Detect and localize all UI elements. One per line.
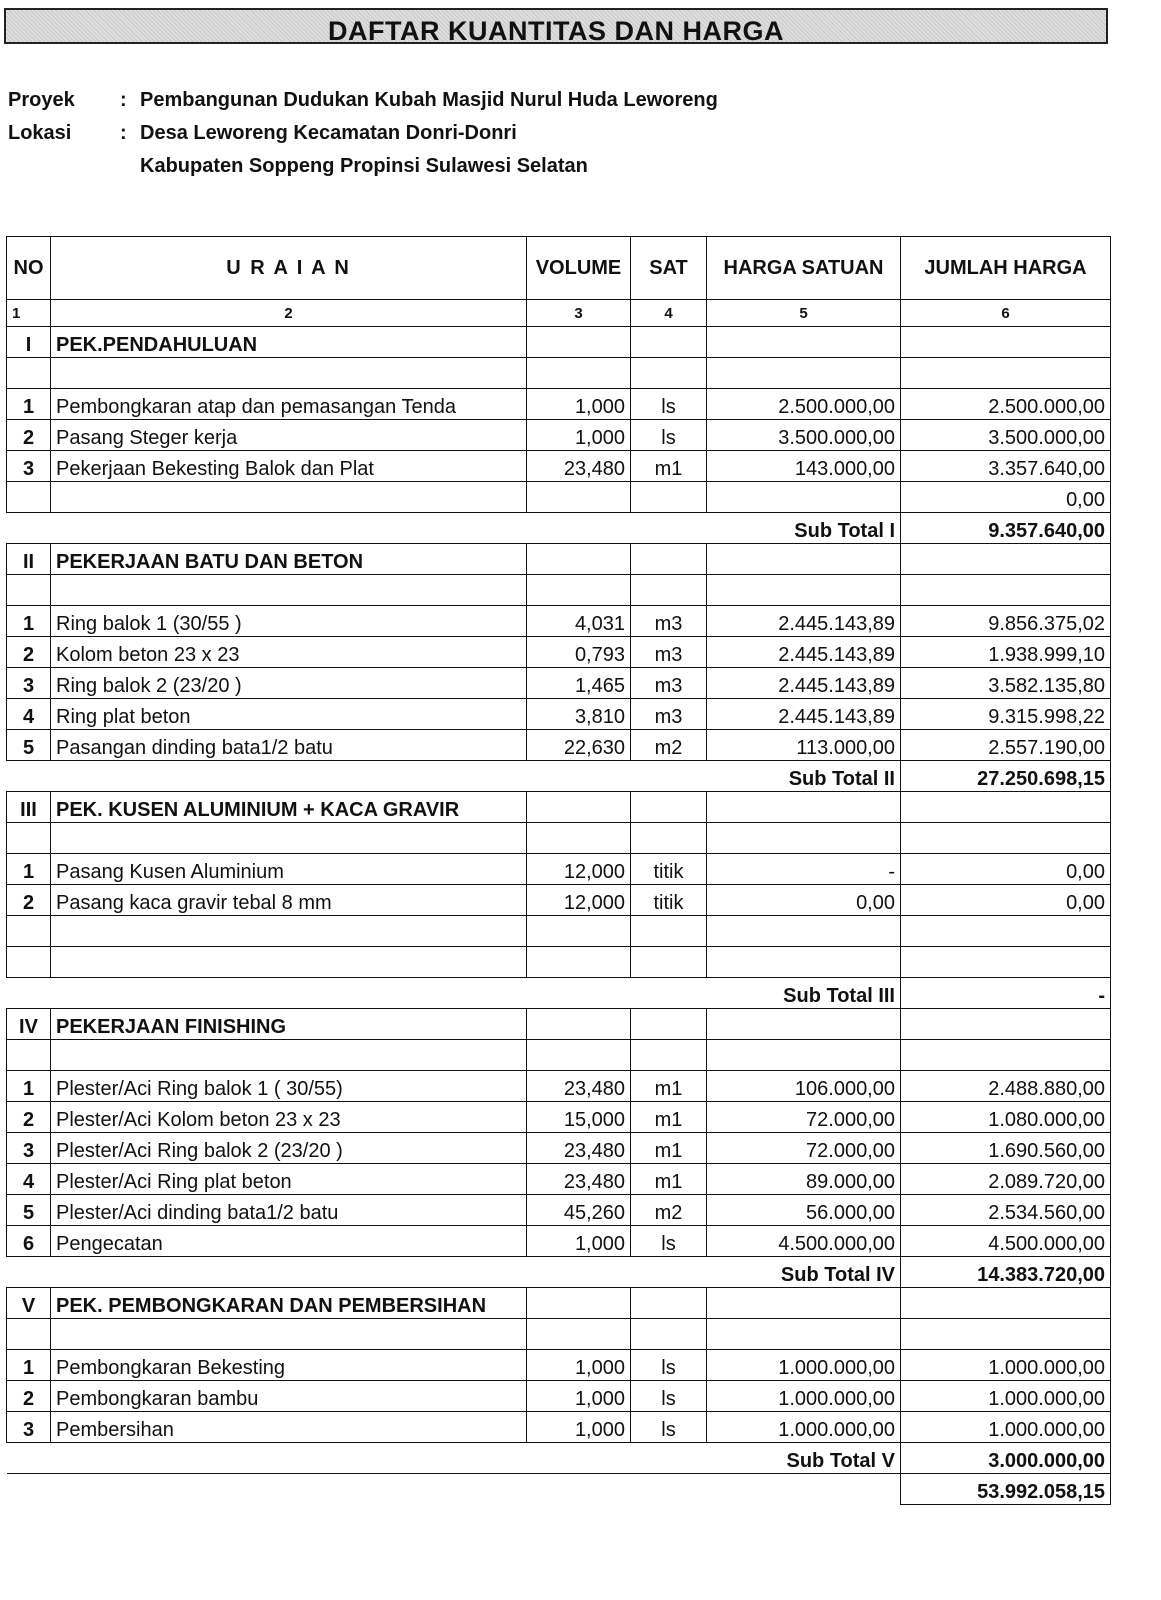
item-total: 1.690.560,00 — [901, 1133, 1111, 1164]
section-header-row — [7, 1009, 1111, 1040]
item-description: Pasang Kusen Aluminium — [51, 854, 527, 885]
item-volume — [527, 947, 631, 978]
item-number: 4 — [7, 1164, 51, 1195]
section-number: I — [7, 327, 51, 358]
subtotal-label: Sub Total II — [7, 761, 901, 792]
item-total: 1.000.000,00 — [901, 1381, 1111, 1412]
item-number: 1 — [7, 1071, 51, 1102]
item-unit-price: 106.000,00 — [707, 1071, 901, 1102]
section-number: IV — [7, 1009, 51, 1040]
colnum: 3 — [527, 300, 631, 327]
header-row — [7, 237, 1111, 300]
location-value-line2: Kabupaten Soppeng Propinsi Sulawesi Selatan — [140, 155, 588, 177]
item-unit-price: 2.500.000,00 — [707, 389, 901, 420]
spacer-row — [7, 1319, 1111, 1350]
item-description: Kolom beton 23 x 23 — [51, 637, 527, 668]
project-row — [8, 84, 718, 117]
item-volume: 0,793 — [527, 637, 631, 668]
item-row — [7, 947, 1111, 978]
item-volume: 1,000 — [527, 1412, 631, 1443]
item-row — [7, 885, 1111, 916]
empty-cell — [901, 792, 1111, 823]
empty-cell — [631, 823, 707, 854]
boq-table — [6, 236, 1111, 1505]
empty-cell — [527, 1319, 631, 1350]
item-unit: m1 — [631, 1133, 707, 1164]
item-unit-price: 72.000,00 — [707, 1133, 901, 1164]
empty-cell — [707, 823, 901, 854]
item-unit-price: 0,00 — [707, 885, 901, 916]
item-unit — [631, 482, 707, 513]
item-unit-price: 72.000,00 — [707, 1102, 901, 1133]
item-volume: 12,000 — [527, 854, 631, 885]
item-unit: m3 — [631, 699, 707, 730]
empty-cell — [901, 1288, 1111, 1319]
item-volume: 1,465 — [527, 668, 631, 699]
item-row — [7, 1226, 1111, 1257]
empty-cell — [707, 792, 901, 823]
item-row — [7, 451, 1111, 482]
empty-cell — [707, 1009, 901, 1040]
subtotal-row — [7, 1443, 1111, 1474]
item-row — [7, 730, 1111, 761]
spacer-row — [7, 358, 1111, 389]
item-unit-price: 3.500.000,00 — [707, 420, 901, 451]
item-description — [51, 482, 527, 513]
item-description: Pasang kaca gravir tebal 8 mm — [51, 885, 527, 916]
subtotal-row — [7, 978, 1111, 1009]
item-description: Plester/Aci Kolom beton 23 x 23 — [51, 1102, 527, 1133]
item-unit-price: 2.445.143,89 — [707, 699, 901, 730]
header-jumlah-harga: JUMLAH HARGA — [901, 237, 1111, 300]
item-volume: 12,000 — [527, 885, 631, 916]
section-number: V — [7, 1288, 51, 1319]
empty-cell — [901, 1040, 1111, 1071]
empty-cell — [527, 792, 631, 823]
item-description: Pembongkaran Bekesting — [51, 1350, 527, 1381]
empty-cell — [527, 1009, 631, 1040]
subtotal-row — [7, 761, 1111, 792]
empty-cell — [707, 1319, 901, 1350]
item-volume: 45,260 — [527, 1195, 631, 1226]
item-number: 3 — [7, 668, 51, 699]
colnum: 5 — [707, 300, 901, 327]
empty-cell — [7, 358, 51, 389]
item-unit-price: 2.445.143,89 — [707, 606, 901, 637]
item-number: 2 — [7, 1102, 51, 1133]
item-total: 0,00 — [901, 482, 1111, 513]
item-number — [7, 947, 51, 978]
item-row — [7, 668, 1111, 699]
item-number: 5 — [7, 1195, 51, 1226]
empty-cell — [901, 327, 1111, 358]
item-volume: 1,000 — [527, 389, 631, 420]
empty-cell — [527, 575, 631, 606]
item-unit: titik — [631, 854, 707, 885]
empty-cell — [631, 1040, 707, 1071]
item-row — [7, 1102, 1111, 1133]
item-row — [7, 1381, 1111, 1412]
location-row — [8, 117, 718, 150]
header-volume: VOLUME — [527, 237, 631, 300]
item-total: 3.500.000,00 — [901, 420, 1111, 451]
item-description: Pembersihan — [51, 1412, 527, 1443]
item-unit — [631, 947, 707, 978]
item-row — [7, 1133, 1111, 1164]
location-label: Lokasi — [8, 122, 72, 144]
item-number: 1 — [7, 389, 51, 420]
section-header-row — [7, 544, 1111, 575]
spacer-row — [7, 1040, 1111, 1071]
empty-cell — [527, 1288, 631, 1319]
item-unit: ls — [631, 1412, 707, 1443]
item-description: Pembongkaran atap dan pemasangan Tenda — [51, 389, 527, 420]
item-total: 2.557.190,00 — [901, 730, 1111, 761]
item-volume: 4,031 — [527, 606, 631, 637]
item-total: 2.500.000,00 — [901, 389, 1111, 420]
item-row — [7, 606, 1111, 637]
item-volume: 15,000 — [527, 1102, 631, 1133]
title-banner — [4, 8, 1108, 44]
section-header-row — [7, 327, 1111, 358]
section-title: PEK. KUSEN ALUMINIUM + KACA GRAVIR — [51, 792, 527, 823]
empty-cell — [7, 575, 51, 606]
subtotal-value: - — [901, 978, 1111, 1009]
item-unit-price: 113.000,00 — [707, 730, 901, 761]
item-unit: m3 — [631, 606, 707, 637]
item-unit: ls — [631, 1350, 707, 1381]
item-description: Ring plat beton — [51, 699, 527, 730]
empty-cell — [901, 544, 1111, 575]
item-description — [51, 916, 527, 947]
item-volume — [527, 482, 631, 513]
empty-cell — [51, 1319, 527, 1350]
item-description: Plester/Aci dinding bata1/2 batu — [51, 1195, 527, 1226]
colnum: 6 — [901, 300, 1111, 327]
empty-cell — [527, 544, 631, 575]
colnum: 1 — [7, 300, 51, 327]
item-unit-price: 1.000.000,00 — [707, 1350, 901, 1381]
empty-cell — [901, 358, 1111, 389]
item-unit-price: - — [707, 854, 901, 885]
item-description — [51, 947, 527, 978]
item-total: 0,00 — [901, 854, 1111, 885]
empty-cell — [527, 1040, 631, 1071]
section-title: PEK. PEMBONGKARAN DAN PEMBERSIHAN — [51, 1288, 527, 1319]
section-title: PEKERJAAN BATU DAN BETON — [51, 544, 527, 575]
item-unit: m2 — [631, 1195, 707, 1226]
empty-cell — [631, 1288, 707, 1319]
subtotal-value: 9.357.640,00 — [901, 513, 1111, 544]
item-unit: m1 — [631, 1071, 707, 1102]
item-unit-price: 2.445.143,89 — [707, 668, 901, 699]
item-row — [7, 1071, 1111, 1102]
item-number: 3 — [7, 1412, 51, 1443]
empty-cell — [707, 575, 901, 606]
subtotal-value: 14.383.720,00 — [901, 1257, 1111, 1288]
section-header-row — [7, 792, 1111, 823]
item-row — [7, 699, 1111, 730]
item-row — [7, 1195, 1111, 1226]
grand-total-row — [7, 1474, 1111, 1505]
item-description: Ring balok 2 (23/20 ) — [51, 668, 527, 699]
colnum: 4 — [631, 300, 707, 327]
empty-cell — [7, 823, 51, 854]
item-unit-price — [707, 482, 901, 513]
item-total: 3.357.640,00 — [901, 451, 1111, 482]
item-unit: m3 — [631, 668, 707, 699]
item-number — [7, 916, 51, 947]
item-total: 1.000.000,00 — [901, 1350, 1111, 1381]
item-total: 4.500.000,00 — [901, 1226, 1111, 1257]
item-number: 1 — [7, 854, 51, 885]
item-row — [7, 420, 1111, 451]
location-colon: : — [120, 122, 127, 144]
item-unit-price: 1.000.000,00 — [707, 1381, 901, 1412]
item-description: Ring balok 1 (30/55 ) — [51, 606, 527, 637]
item-total: 9.315.998,22 — [901, 699, 1111, 730]
item-row — [7, 1164, 1111, 1195]
empty-cell — [901, 1009, 1111, 1040]
item-total: 3.582.135,80 — [901, 668, 1111, 699]
project-label: Proyek — [8, 89, 75, 111]
item-total: 2.488.880,00 — [901, 1071, 1111, 1102]
empty-cell — [51, 575, 527, 606]
boq-body — [7, 327, 1111, 1505]
item-description: Pembongkaran bambu — [51, 1381, 527, 1412]
grand-total-spacer — [7, 1474, 901, 1505]
item-volume: 1,000 — [527, 1381, 631, 1412]
item-total: 2.089.720,00 — [901, 1164, 1111, 1195]
item-number: 1 — [7, 606, 51, 637]
item-description: Pengecatan — [51, 1226, 527, 1257]
empty-cell — [631, 358, 707, 389]
item-description: Plester/Aci Ring balok 1 ( 30/55) — [51, 1071, 527, 1102]
item-unit-price: 2.445.143,89 — [707, 637, 901, 668]
item-volume: 23,480 — [527, 451, 631, 482]
item-number: 5 — [7, 730, 51, 761]
item-unit: ls — [631, 420, 707, 451]
item-unit: titik — [631, 885, 707, 916]
section-title: PEKERJAAN FINISHING — [51, 1009, 527, 1040]
empty-cell — [51, 1040, 527, 1071]
item-unit-price: 1.000.000,00 — [707, 1412, 901, 1443]
item-row — [7, 389, 1111, 420]
item-number: 6 — [7, 1226, 51, 1257]
empty-cell — [631, 792, 707, 823]
location-value-line1: Desa Leworeng Kecamatan Donri-Donri — [140, 122, 517, 144]
item-volume: 1,000 — [527, 420, 631, 451]
empty-cell — [7, 1319, 51, 1350]
subtotal-value: 3.000.000,00 — [901, 1443, 1111, 1474]
empty-cell — [631, 544, 707, 575]
item-total — [901, 947, 1111, 978]
document-title: DAFTAR KUANTITAS DAN HARGA — [328, 16, 784, 46]
subtotal-row — [7, 1257, 1111, 1288]
subtotal-value: 27.250.698,15 — [901, 761, 1111, 792]
item-total: 1.080.000,00 — [901, 1102, 1111, 1133]
subtotal-label: Sub Total V — [7, 1443, 901, 1474]
empty-cell — [527, 327, 631, 358]
item-unit — [631, 916, 707, 947]
empty-cell — [631, 327, 707, 358]
item-number — [7, 482, 51, 513]
item-volume: 23,480 — [527, 1071, 631, 1102]
subtotal-label: Sub Total III — [7, 978, 901, 1009]
project-info — [8, 84, 718, 183]
item-row — [7, 1412, 1111, 1443]
empty-cell — [631, 575, 707, 606]
item-total: 9.856.375,02 — [901, 606, 1111, 637]
section-title: PEK.PENDAHULUAN — [51, 327, 527, 358]
item-row — [7, 916, 1111, 947]
item-row — [7, 1350, 1111, 1381]
project-value: Pembangunan Dudukan Kubah Masjid Nurul Huda Leworeng — [140, 89, 718, 111]
colnum: 2 — [51, 300, 527, 327]
item-row — [7, 854, 1111, 885]
header-uraian: U R A I A N — [51, 237, 527, 300]
empty-cell — [51, 358, 527, 389]
item-number: 3 — [7, 1133, 51, 1164]
header-no: NO — [7, 237, 51, 300]
empty-cell — [901, 823, 1111, 854]
empty-cell — [7, 1040, 51, 1071]
empty-cell — [707, 358, 901, 389]
item-number: 4 — [7, 699, 51, 730]
empty-cell — [51, 823, 527, 854]
item-unit: ls — [631, 389, 707, 420]
item-volume — [527, 916, 631, 947]
item-unit-price — [707, 916, 901, 947]
item-unit-price — [707, 947, 901, 978]
empty-cell — [707, 327, 901, 358]
spacer-row — [7, 575, 1111, 606]
item-unit: m3 — [631, 637, 707, 668]
item-volume: 23,480 — [527, 1133, 631, 1164]
item-description: Plester/Aci Ring plat beton — [51, 1164, 527, 1195]
item-description: Pasang Steger kerja — [51, 420, 527, 451]
spacer-row — [7, 823, 1111, 854]
item-number: 2 — [7, 420, 51, 451]
project-colon: : — [120, 89, 127, 111]
item-total: 1.000.000,00 — [901, 1412, 1111, 1443]
grand-total-value: 53.992.058,15 — [901, 1474, 1111, 1505]
empty-cell — [707, 544, 901, 575]
empty-cell — [901, 575, 1111, 606]
empty-cell — [631, 1319, 707, 1350]
item-unit: ls — [631, 1381, 707, 1412]
empty-cell — [631, 1009, 707, 1040]
item-number: 3 — [7, 451, 51, 482]
empty-cell — [707, 1288, 901, 1319]
item-description: Plester/Aci Ring balok 2 (23/20 ) — [51, 1133, 527, 1164]
item-unit: m1 — [631, 1102, 707, 1133]
item-description: Pekerjaan Bekesting Balok dan Plat — [51, 451, 527, 482]
item-number: 2 — [7, 637, 51, 668]
section-number: III — [7, 792, 51, 823]
empty-cell — [527, 823, 631, 854]
section-header-row — [7, 1288, 1111, 1319]
item-total: 0,00 — [901, 885, 1111, 916]
item-number: 2 — [7, 885, 51, 916]
item-unit: ls — [631, 1226, 707, 1257]
item-unit-price: 89.000,00 — [707, 1164, 901, 1195]
location-row-2 — [8, 150, 718, 183]
item-unit-price: 143.000,00 — [707, 451, 901, 482]
item-number: 1 — [7, 1350, 51, 1381]
item-volume: 1,000 — [527, 1226, 631, 1257]
header-harga-satuan: HARGA SATUAN — [707, 237, 901, 300]
item-total — [901, 916, 1111, 947]
item-unit: m1 — [631, 451, 707, 482]
subtotal-label: Sub Total I — [7, 513, 901, 544]
subtotal-row — [7, 513, 1111, 544]
empty-cell — [527, 358, 631, 389]
column-number-row — [7, 300, 1111, 327]
item-unit-price: 56.000,00 — [707, 1195, 901, 1226]
section-number: II — [7, 544, 51, 575]
item-volume: 3,810 — [527, 699, 631, 730]
item-volume: 22,630 — [527, 730, 631, 761]
item-unit: m2 — [631, 730, 707, 761]
item-volume: 1,000 — [527, 1350, 631, 1381]
header-sat: SAT — [631, 237, 707, 300]
item-unit: m1 — [631, 1164, 707, 1195]
item-number: 2 — [7, 1381, 51, 1412]
empty-cell — [901, 1319, 1111, 1350]
item-volume: 23,480 — [527, 1164, 631, 1195]
item-unit-price: 4.500.000,00 — [707, 1226, 901, 1257]
item-total: 2.534.560,00 — [901, 1195, 1111, 1226]
item-row — [7, 637, 1111, 668]
subtotal-label: Sub Total IV — [7, 1257, 901, 1288]
item-total: 1.938.999,10 — [901, 637, 1111, 668]
item-description: Pasangan dinding bata1/2 batu — [51, 730, 527, 761]
empty-cell — [707, 1040, 901, 1071]
item-row — [7, 482, 1111, 513]
